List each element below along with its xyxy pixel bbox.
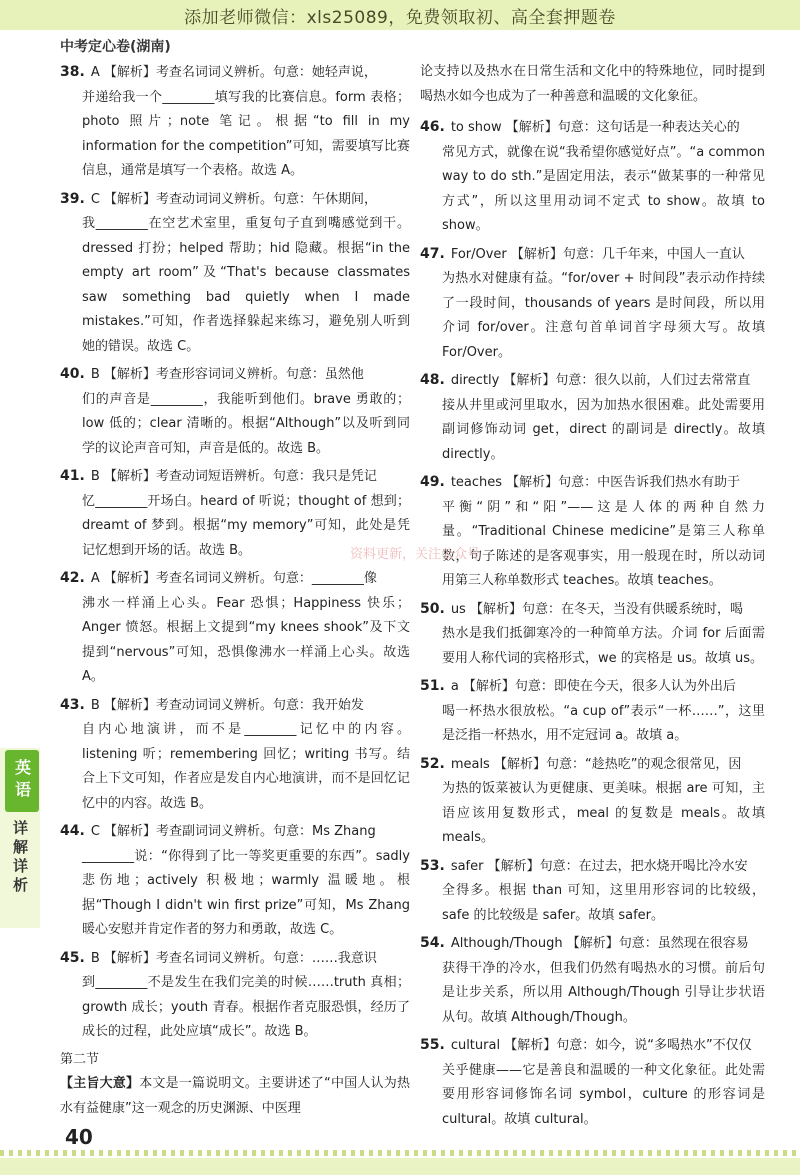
question-number: 44. bbox=[60, 823, 85, 839]
main-idea-continued: 论支持以及热水在日常生活和文化中的特殊地位，同时提到喝热水如今也成为了一种善意和温暖的文化象征。 bbox=[420, 64, 765, 104]
footer-dots bbox=[0, 1150, 800, 1156]
answer-first-line: Although/Though 【解析】句意：虽然现在很容易 bbox=[450, 936, 749, 951]
answer-item bbox=[420, 674, 765, 749]
answer-item bbox=[60, 187, 410, 360]
right-answer-list bbox=[420, 115, 765, 1132]
answer-first-line: A 【解析】考查名词词义辨析。句意：她轻声说， bbox=[90, 65, 377, 80]
watermark: 资料更新，关注公众号 bbox=[350, 547, 481, 562]
question-number: 39. bbox=[60, 190, 85, 207]
footer-stripe bbox=[0, 1158, 800, 1175]
page-header: 中考定心卷(湖南) bbox=[60, 39, 171, 55]
answer-first-line: a 【解析】句意：即使在今天，很多人认为外出后 bbox=[450, 679, 736, 694]
answer-first-line: to show 【解析】句意：这句话是一种表达关心的 bbox=[450, 120, 740, 135]
answer-first-line: C 【解析】考查动词词义辨析。句意：午休期间， bbox=[90, 191, 378, 207]
section-title: 第二节 bbox=[60, 1051, 100, 1067]
question-number: 49. bbox=[420, 474, 445, 490]
answer-first-line: directly 【解析】句意：很久以前，人们过去常常直 bbox=[450, 373, 751, 388]
answer-explanation: 忆________开场白。heard of 听说；thought of 想到；dreamt of 梦到。根据“my memory”可知，此处是凭记忆想到开场的话。故选 B。 bbox=[82, 493, 410, 558]
question-number: 54. bbox=[420, 935, 445, 951]
main-idea-text: 本文是一篇说明文。主要讲述了“中国人认为热水有益健康”这一观念的历史渊源、中医理 bbox=[60, 1076, 410, 1116]
promo-banner: 添加老师微信：xls25089，免费领取初、高全套押题卷 bbox=[0, 0, 800, 30]
answer-first-line: safer 【解析】句意：在过去，把水烧开喝比冷水安 bbox=[450, 858, 748, 874]
answer-first-line: cultural 【解析】句意：如今，说“多喝热水”不仅仅 bbox=[450, 1038, 752, 1053]
question-number: 53. bbox=[420, 857, 445, 874]
answer-first-line: us 【解析】句意：在冬天，当没有供暖系统时，喝 bbox=[450, 601, 743, 617]
subject-tab: 英语 bbox=[5, 750, 39, 812]
page-number: 40 bbox=[65, 1125, 93, 1149]
left-column bbox=[60, 60, 410, 1121]
answer-item bbox=[60, 362, 410, 461]
answer-item bbox=[420, 368, 765, 467]
answer-item bbox=[60, 946, 410, 1045]
answer-item bbox=[420, 931, 765, 1030]
answer-explanation: 到________不是发生在我们完美的时候……truth 真相；growth 成长；youth 青春。根据作者克服恐惧，经历了成长的过程，此处应填“成长”。故选 B。 bbox=[82, 975, 410, 1039]
answer-explanation: 接从井里或河里取水，因为加热水很困难。此处需要用副词修饰动词 get，direct 的副词是 directly。故填 directly。 bbox=[442, 397, 765, 462]
answer-item bbox=[420, 597, 765, 672]
question-number: 52. bbox=[420, 755, 445, 772]
question-number: 43. bbox=[60, 696, 85, 713]
answer-explanation: 热水是我们抵御寒冷的一种简单方法。介词 for 后面需要用人称代词的宾格形式，we 的宾格是 us。故填 us。 bbox=[442, 626, 765, 666]
question-number: 50. bbox=[420, 600, 445, 617]
answer-explanation: ________说：“你得到了比一等奖更重要的东西”。sadly 悲伤地；actively 积极地；warmly 温暖地。根据“Though I didn't win first prize”可知，Ms Zhang 暖心安慰并肯定作者的努力和勇敢，故选 C。 bbox=[82, 848, 410, 937]
answer-explanation: 关乎健康——它是善良和温暖的一种文化象征。此处需要用形容词修饰名词 symbol，culture 的形容词是 cultural。故填 cultural。 bbox=[442, 1062, 765, 1127]
answer-explanation: 为热的饭菜被认为更健康、更美味。根据 are 可知，主语应该用复数形式，meal 的复数是 meals。故填 meals。 bbox=[442, 781, 765, 845]
answer-explanation: 并递给我一个________填写我的比赛信息。form 表格；photo 照片；note 笔记。根据“to fill in my information for the competition”可知，需要填写比赛信息，通常是填写一个表格。故选 A。 bbox=[82, 89, 410, 178]
answer-explanation: 为热水对健康有益。“for/over + 时间段”表示动作持续了一段时间，thousands of years 是时间段，所以用介词 for/over。注意句首单词首字母须大写。故填 For/Over。 bbox=[442, 271, 765, 360]
answer-explanation: 喝一杯热水很放松。“a cup of”表示“一杯……”，这里是泛指一杯热水，用不定冠词 a。故填 a。 bbox=[442, 703, 765, 743]
main-idea bbox=[60, 1072, 410, 1121]
answer-item bbox=[420, 854, 765, 929]
answer-first-line: For/Over 【解析】句意：几千年来，中国人一直认 bbox=[450, 246, 745, 262]
answer-item bbox=[420, 1033, 765, 1132]
answer-first-line: meals 【解析】句意：“趁热吃”的观念很常见，因 bbox=[450, 756, 742, 772]
answer-first-line: A 【解析】考查名词词义辨析。句意：________像 bbox=[90, 571, 377, 586]
answer-explanation: 全得多。根据 than 可知，这里用形容词的比较级，safe 的比较级是 safer。故填 safer。 bbox=[442, 883, 765, 923]
answer-first-line: B 【解析】考查动词短语辨析。句意：我只是凭记 bbox=[90, 469, 377, 484]
question-number: 48. bbox=[420, 372, 445, 388]
main-idea-tag: 【主旨大意】 bbox=[60, 1076, 140, 1091]
answer-explanation: 我________在空艺术室里，重复句子直到嘴感觉到干。dressed 打扮；helped 帮助；hid 隐藏。根据“in the empty art room”及“That's because classmates saw something bad quietly when I made mistakes.”可知，作者选择躲起来练习，避免别人听到她的错误。故选 C。 bbox=[82, 216, 410, 354]
answer-item bbox=[60, 60, 410, 184]
answer-explanation: 们的声音是________，我能听到他们。brave 勇敢的；low 低的；clear 清晰的。根据“Although”以及听到同学的议论声音可知，声音是低的。故选 B。 bbox=[82, 391, 410, 456]
right-column bbox=[420, 60, 765, 1135]
question-number: 46. bbox=[420, 119, 445, 135]
question-number: 42. bbox=[60, 570, 85, 586]
answer-item bbox=[420, 115, 765, 239]
question-number: 38. bbox=[60, 64, 85, 80]
question-number: 55. bbox=[420, 1037, 445, 1053]
answer-first-line: B 【解析】考查名词词义辨析。句意：……我意识 bbox=[90, 950, 377, 966]
answer-item bbox=[60, 693, 410, 817]
answer-explanation: 平衡“阴”和“阳”——这是人体的两种自然力量。“Traditional Chinese medicine”是第三人称单数，句子陈述的是客观事实，用一般现在时，所以动词用第三人称单数形式 teaches。故填 teaches。 bbox=[442, 499, 765, 588]
question-number: 47. bbox=[420, 245, 445, 262]
answer-explanation: 常见方式，就像在说“我希望你感觉好点”。“a common way to do sth.”是固定用法，表示“做某事的一种常见方式”，所以这里用动词不定式 to show。故填 to show。 bbox=[442, 144, 765, 233]
answer-first-line: B 【解析】考查形容词词义辨析。句意：虽然他 bbox=[90, 367, 364, 382]
answer-explanation: 沸水一样涌上心头。Fear 恐惧；Happiness 快乐；Anger 愤怒。根据上文提到“my knees shook”及下文提到“nervous”可知，恐惧像沸水一样涌上心头。故选 A。 bbox=[82, 595, 410, 684]
answer-item bbox=[420, 242, 765, 366]
question-number: 41. bbox=[60, 468, 85, 484]
answer-first-line: teaches 【解析】句意：中医告诉我们热水有助于 bbox=[450, 475, 741, 490]
question-number: 40. bbox=[60, 366, 85, 382]
side-label: 详解详析 bbox=[11, 820, 29, 896]
answer-item bbox=[60, 819, 410, 943]
answer-explanation: 自内心地演讲，而不是________记忆中的内容。listening 听；remembering 回忆；writing 书写。结合上下文可知，作者应是发自内心地演讲，而不是回忆记忆中的内容。故选 B。 bbox=[82, 722, 410, 811]
answer-item bbox=[420, 752, 765, 851]
answer-first-line: B 【解析】考查动词词义辨析。句意：我开始发 bbox=[90, 697, 364, 713]
answer-explanation: 获得干净的冷水，但我们仍然有喝热水的习惯。前后句是让步关系，所以用 Although/Though 引导让步状语从句。故填 Although/Though。 bbox=[442, 960, 765, 1025]
question-number: 45. bbox=[60, 949, 85, 966]
answer-first-line: C 【解析】考查副词词义辨析。句意：Ms Zhang bbox=[90, 824, 376, 839]
answer-item bbox=[420, 470, 765, 594]
question-number: 51. bbox=[420, 678, 445, 694]
answer-item bbox=[60, 566, 410, 690]
